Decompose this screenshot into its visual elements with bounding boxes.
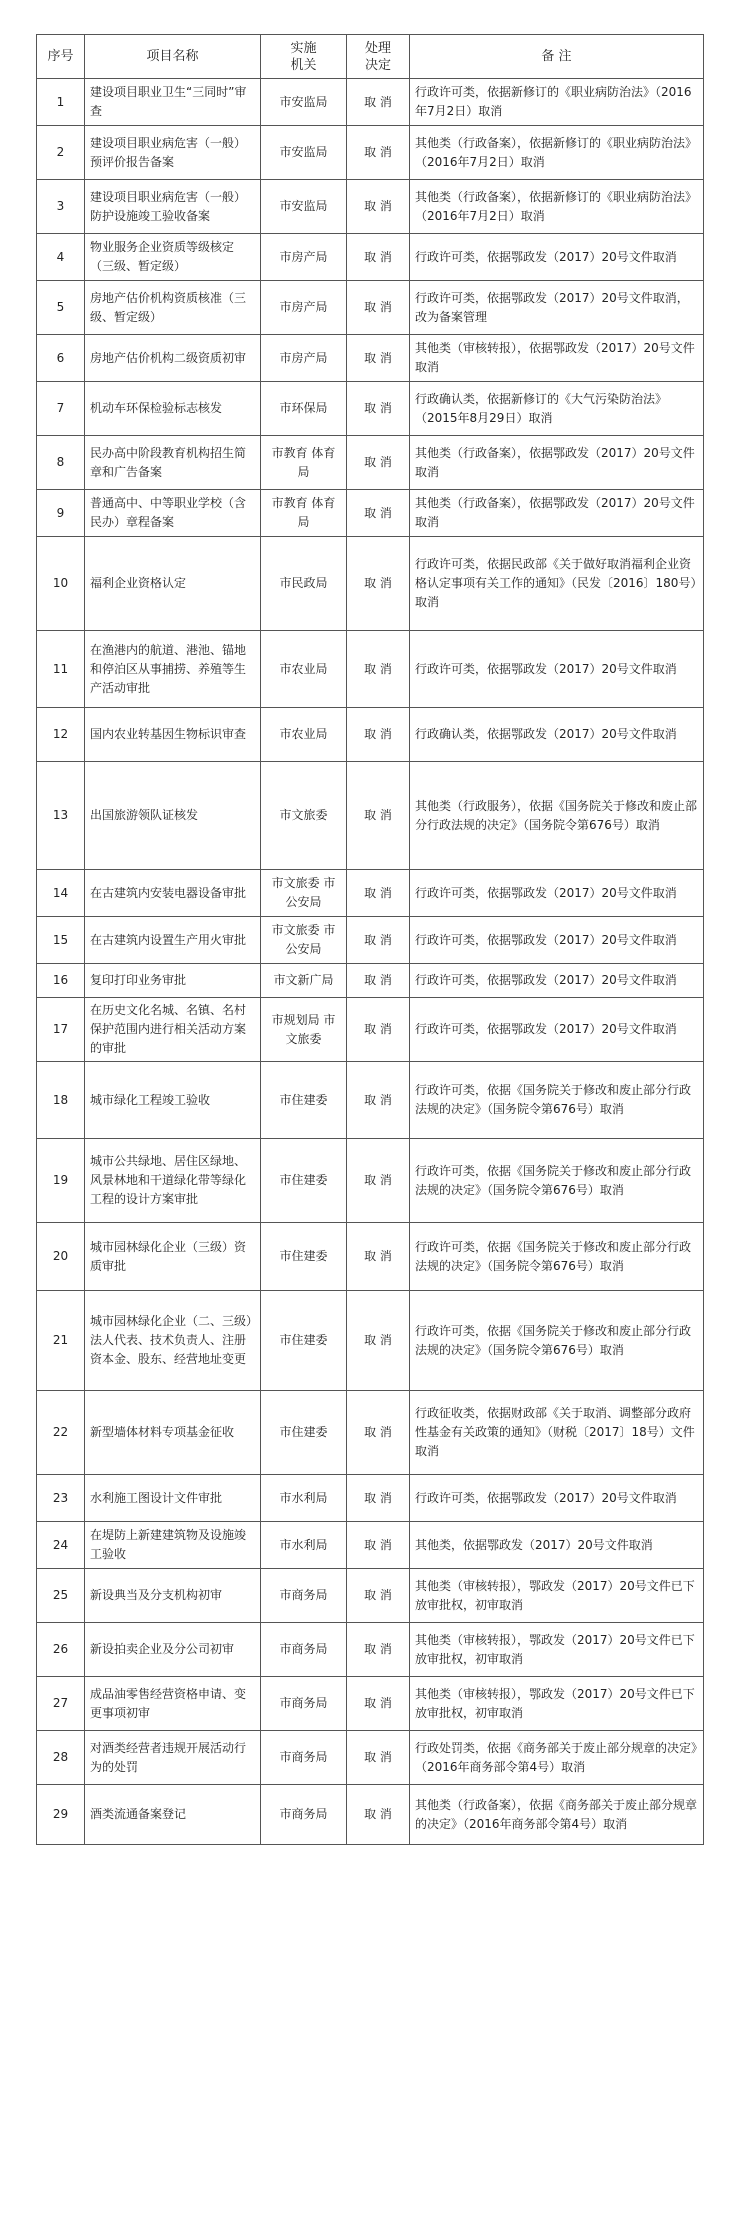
row-no: 5 — [37, 281, 85, 335]
table-row — [37, 1731, 704, 1785]
row-name: 在古建筑内安装电器设备审批 — [85, 870, 261, 917]
table-row — [37, 1062, 704, 1139]
row-name: 新设拍卖企业及分公司初审 — [85, 1623, 261, 1677]
header-org — [261, 35, 347, 79]
row-note: 行政确认类，依据新修订的《大气污染防治法》（2015年8月29日）取消 — [410, 382, 704, 436]
row-note: 其他类（行政服务），依据《国务院关于修改和废止部分行政法规的决定》（国务院令第676号）取消 — [410, 762, 704, 870]
table-row — [37, 126, 704, 180]
table-row — [37, 1569, 704, 1623]
table-row — [37, 281, 704, 335]
row-note: 其他类（审核转报），依据鄂政发（2017）20号文件取消 — [410, 335, 704, 382]
row-no: 23 — [37, 1475, 85, 1522]
row-decision: 取 消 — [347, 998, 410, 1062]
row-decision: 取 消 — [347, 281, 410, 335]
row-no: 12 — [37, 708, 85, 762]
row-decision: 取 消 — [347, 436, 410, 490]
row-org: 市房产局 — [261, 335, 347, 382]
row-no: 1 — [37, 79, 85, 126]
row-name: 酒类流通备案登记 — [85, 1785, 261, 1845]
row-org: 市教育 体育局 — [261, 436, 347, 490]
row-no: 25 — [37, 1569, 85, 1623]
row-no: 17 — [37, 998, 85, 1062]
table-row — [37, 1223, 704, 1291]
row-org: 市住建委 — [261, 1391, 347, 1475]
row-no: 6 — [37, 335, 85, 382]
table-row — [37, 234, 704, 281]
row-name: 房地产估价机构二级资质初审 — [85, 335, 261, 382]
row-note: 行政许可类，依据鄂政发（2017）20号文件取消 — [410, 917, 704, 964]
row-org: 市民政局 — [261, 537, 347, 631]
table-row — [37, 964, 704, 998]
row-org: 市水利局 — [261, 1475, 347, 1522]
table-row — [37, 490, 704, 537]
table-row — [37, 1391, 704, 1475]
row-decision: 取 消 — [347, 126, 410, 180]
row-note: 行政许可类，依据鄂政发（2017）20号文件取消 — [410, 870, 704, 917]
row-no: 13 — [37, 762, 85, 870]
row-no: 16 — [37, 964, 85, 998]
row-decision: 取 消 — [347, 1475, 410, 1522]
row-note: 其他类（行政备案），依据新修订的《职业病防治法》（2016年7月2日）取消 — [410, 126, 704, 180]
row-name: 对酒类经营者违规开展活动行为的处罚 — [85, 1731, 261, 1785]
row-note: 行政许可类，依据鄂政发（2017）20号文件取消 — [410, 631, 704, 708]
row-name: 新设典当及分支机构初审 — [85, 1569, 261, 1623]
row-note: 行政征收类，依据财政部《关于取消、调整部分政府性基金有关政策的通知》（财税〔2017〕18号）文件取消 — [410, 1391, 704, 1475]
row-name: 城市园林绿化企业（三级）资质审批 — [85, 1223, 261, 1291]
row-org: 市环保局 — [261, 382, 347, 436]
row-org: 市教育 体育局 — [261, 490, 347, 537]
row-no: 26 — [37, 1623, 85, 1677]
table-row — [37, 436, 704, 490]
row-decision: 取 消 — [347, 1785, 410, 1845]
row-no: 3 — [37, 180, 85, 234]
row-note: 其他类（行政备案），依据鄂政发（2017）20号文件取消 — [410, 436, 704, 490]
row-no: 2 — [37, 126, 85, 180]
row-note: 行政许可类，依据《国务院关于修改和废止部分行政法规的决定》（国务院令第676号）取消 — [410, 1291, 704, 1391]
row-note: 行政许可类，依据鄂政发（2017）20号文件取消 — [410, 1475, 704, 1522]
row-no: 18 — [37, 1062, 85, 1139]
row-name: 机动车环保检验标志核发 — [85, 382, 261, 436]
table-row — [37, 79, 704, 126]
row-name: 建设项目职业病危害（一般）预评价报告备案 — [85, 126, 261, 180]
row-no: 20 — [37, 1223, 85, 1291]
row-note: 行政许可类，依据鄂政发（2017）20号文件取消 — [410, 234, 704, 281]
table-row — [37, 762, 704, 870]
row-org: 市水利局 — [261, 1522, 347, 1569]
row-no: 24 — [37, 1522, 85, 1569]
row-note: 行政确认类，依据鄂政发（2017）20号文件取消 — [410, 708, 704, 762]
row-decision: 取 消 — [347, 1139, 410, 1223]
table-row — [37, 1139, 704, 1223]
header-name: 项目名称 — [85, 35, 261, 79]
row-name: 建设项目职业病危害（一般）防护设施竣工验收备案 — [85, 180, 261, 234]
row-note: 行政许可类，依据鄂政发（2017）20号文件取消，改为备案管理 — [410, 281, 704, 335]
header-note: 备 注 — [410, 35, 704, 79]
row-org: 市商务局 — [261, 1623, 347, 1677]
row-org: 市商务局 — [261, 1677, 347, 1731]
table-row — [37, 870, 704, 917]
row-org: 市住建委 — [261, 1291, 347, 1391]
row-note: 行政许可类，依据《国务院关于修改和废止部分行政法规的决定》（国务院令第676号）取消 — [410, 1223, 704, 1291]
row-name: 福利企业资格认定 — [85, 537, 261, 631]
row-org: 市房产局 — [261, 234, 347, 281]
row-name: 在渔港内的航道、港池、锚地和停泊区从事捕捞、养殖等生产活动审批 — [85, 631, 261, 708]
table-row — [37, 1475, 704, 1522]
row-decision: 取 消 — [347, 870, 410, 917]
row-org: 市文旅委 — [261, 762, 347, 870]
row-decision: 取 消 — [347, 762, 410, 870]
row-name: 物业服务企业资质等级核定（三级、暂定级） — [85, 234, 261, 281]
row-org: 市商务局 — [261, 1785, 347, 1845]
row-decision: 取 消 — [347, 335, 410, 382]
table-row — [37, 1785, 704, 1845]
row-decision: 取 消 — [347, 1062, 410, 1139]
row-decision: 取 消 — [347, 964, 410, 998]
row-no: 22 — [37, 1391, 85, 1475]
row-decision: 取 消 — [347, 79, 410, 126]
row-decision: 取 消 — [347, 917, 410, 964]
row-org: 市安监局 — [261, 180, 347, 234]
row-name: 水利施工图设计文件审批 — [85, 1475, 261, 1522]
document-page — [36, 34, 703, 1845]
table-row — [37, 1522, 704, 1569]
row-no: 11 — [37, 631, 85, 708]
row-org: 市安监局 — [261, 126, 347, 180]
row-decision: 取 消 — [347, 180, 410, 234]
row-name: 城市园林绿化企业（二、三级）法人代表、技术负责人、注册资本金、股东、经营地址变更 — [85, 1291, 261, 1391]
row-note: 行政许可类，依据新修订的《职业病防治法》（2016年7月2日）取消 — [410, 79, 704, 126]
row-name: 在历史文化名城、名镇、名村保护范围内进行相关活动方案的审批 — [85, 998, 261, 1062]
table-row — [37, 180, 704, 234]
row-no: 15 — [37, 917, 85, 964]
row-decision: 取 消 — [347, 1677, 410, 1731]
row-decision: 取 消 — [347, 234, 410, 281]
table-body — [37, 79, 704, 1845]
row-org: 市文旅委 市公安局 — [261, 870, 347, 917]
row-no: 19 — [37, 1139, 85, 1223]
row-no: 28 — [37, 1731, 85, 1785]
row-note: 其他类（行政备案），依据《商务部关于废止部分规章的决定》（2016年商务部令第4号）取消 — [410, 1785, 704, 1845]
row-decision: 取 消 — [347, 382, 410, 436]
row-org: 市商务局 — [261, 1731, 347, 1785]
header-decision-text: 处理 决定 — [364, 40, 391, 73]
row-org: 市农业局 — [261, 631, 347, 708]
row-org: 市文旅委 市公安局 — [261, 917, 347, 964]
row-no: 8 — [37, 436, 85, 490]
row-decision: 取 消 — [347, 1391, 410, 1475]
header-decision — [347, 35, 410, 79]
row-name: 成品油零售经营资格申请、变更事项初审 — [85, 1677, 261, 1731]
row-note: 行政处罚类，依据《商务部关于废止部分规章的决定》（2016年商务部令第4号）取消 — [410, 1731, 704, 1785]
row-note: 行政许可类，依据鄂政发（2017）20号文件取消 — [410, 998, 704, 1062]
row-org: 市商务局 — [261, 1569, 347, 1623]
row-org: 市安监局 — [261, 79, 347, 126]
row-no: 10 — [37, 537, 85, 631]
row-name: 房地产估价机构资质核准（三级、暂定级） — [85, 281, 261, 335]
row-note: 其他类（审核转报），鄂政发（2017）20号文件已下放审批权，初审取消 — [410, 1623, 704, 1677]
row-name: 城市绿化工程竣工验收 — [85, 1062, 261, 1139]
row-decision: 取 消 — [347, 1623, 410, 1677]
row-name: 普通高中、中等职业学校（含民办）章程备案 — [85, 490, 261, 537]
row-no: 27 — [37, 1677, 85, 1731]
row-name: 复印打印业务审批 — [85, 964, 261, 998]
table-row — [37, 382, 704, 436]
cancelled-items-table — [36, 34, 704, 1845]
row-decision: 取 消 — [347, 490, 410, 537]
row-decision: 取 消 — [347, 1522, 410, 1569]
row-note: 行政许可类，依据《国务院关于修改和废止部分行政法规的决定》（国务院令第676号）取消 — [410, 1062, 704, 1139]
row-name: 建设项目职业卫生“三同时”审查 — [85, 79, 261, 126]
row-note: 其他类（行政备案），依据鄂政发（2017）20号文件取消 — [410, 490, 704, 537]
header-no: 序号 — [37, 35, 85, 79]
row-no: 4 — [37, 234, 85, 281]
row-decision: 取 消 — [347, 631, 410, 708]
table-row — [37, 1623, 704, 1677]
row-note: 其他类（审核转报），鄂政发（2017）20号文件已下放审批权，初审取消 — [410, 1569, 704, 1623]
table-row — [37, 1291, 704, 1391]
row-org: 市规划局 市文旅委 — [261, 998, 347, 1062]
row-note: 其他类（行政备案），依据新修订的《职业病防治法》（2016年7月2日）取消 — [410, 180, 704, 234]
row-org: 市住建委 — [261, 1062, 347, 1139]
row-name: 在古建筑内设置生产用火审批 — [85, 917, 261, 964]
row-decision: 取 消 — [347, 708, 410, 762]
row-decision: 取 消 — [347, 1223, 410, 1291]
row-note: 行政许可类，依据鄂政发（2017）20号文件取消 — [410, 964, 704, 998]
row-note: 其他类，依据鄂政发（2017）20号文件取消 — [410, 1522, 704, 1569]
table-row — [37, 1677, 704, 1731]
row-decision: 取 消 — [347, 1569, 410, 1623]
row-decision: 取 消 — [347, 537, 410, 631]
row-name: 城市公共绿地、居住区绿地、风景林地和干道绿化带等绿化工程的设计方案审批 — [85, 1139, 261, 1223]
row-decision: 取 消 — [347, 1731, 410, 1785]
row-no: 9 — [37, 490, 85, 537]
table-row — [37, 537, 704, 631]
table-row — [37, 335, 704, 382]
row-name: 国内农业转基因生物标识审查 — [85, 708, 261, 762]
row-org: 市房产局 — [261, 281, 347, 335]
row-name: 在堤防上新建建筑物及设施竣工验收 — [85, 1522, 261, 1569]
row-org: 市农业局 — [261, 708, 347, 762]
row-no: 14 — [37, 870, 85, 917]
header-org-text: 实施 机关 — [290, 40, 317, 73]
row-name: 新型墙体材料专项基金征收 — [85, 1391, 261, 1475]
row-org: 市住建委 — [261, 1139, 347, 1223]
table-row — [37, 917, 704, 964]
table-header-row — [37, 35, 704, 79]
row-no: 21 — [37, 1291, 85, 1391]
row-no: 7 — [37, 382, 85, 436]
table-row — [37, 708, 704, 762]
row-name: 民办高中阶段教育机构招生简章和广告备案 — [85, 436, 261, 490]
row-decision: 取 消 — [347, 1291, 410, 1391]
row-no: 29 — [37, 1785, 85, 1845]
row-note: 其他类（审核转报），鄂政发（2017）20号文件已下放审批权，初审取消 — [410, 1677, 704, 1731]
row-name: 出国旅游领队证核发 — [85, 762, 261, 870]
row-note: 行政许可类，依据《国务院关于修改和废止部分行政法规的决定》（国务院令第676号）取消 — [410, 1139, 704, 1223]
table-row — [37, 998, 704, 1062]
row-org: 市文新广局 — [261, 964, 347, 998]
row-note: 行政许可类，依据民政部《关于做好取消福利企业资格认定事项有关工作的通知》（民发〔2016〕180号）取消 — [410, 537, 704, 631]
table-row — [37, 631, 704, 708]
row-org: 市住建委 — [261, 1223, 347, 1291]
